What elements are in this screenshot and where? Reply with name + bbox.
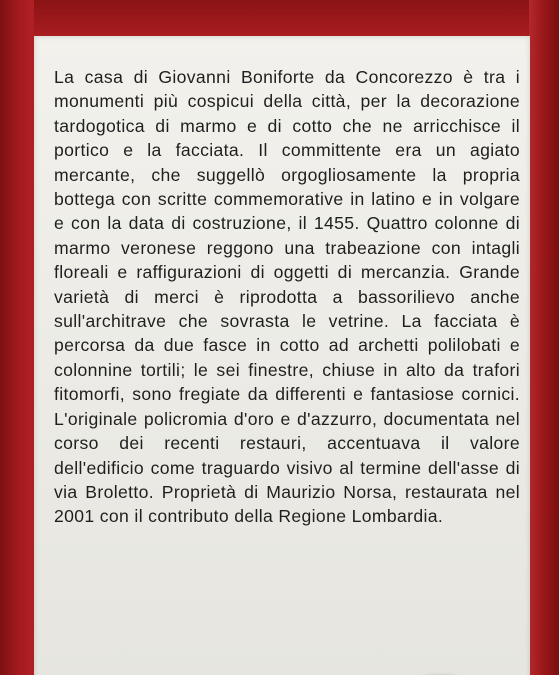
red-frame-left (0, 0, 34, 675)
red-frame-right (529, 0, 559, 675)
information-plaque (34, 36, 530, 675)
red-frame-top (0, 0, 559, 36)
plaque-text: La casa di Giovanni Boniforte da Concorezzo è tra i monumenti più cospicui della città, per la decorazione tardogotica di marmo e di cotto che ne arricchisce il portico e la facciata. Il committente era un agiato mercante, che suggellò orgogliosamente la propria bottega con scritte commemorative in latino e in volgare e con la data di costruzione, il 1455. Quattro colonne di marmo veronese reggono una trabeazione con intagli floreali e raffigurazioni di oggetti di mercanzia. Grande varietà di merci è riprodotta a bassorilievo anche sull'architrave che sovrasta le vetrine. La facciata è percorsa da due fasce in cotto ad archetti polilobati e colonnine tortili; le sei finestre, chiuse in alto da trafori fitomorfi, sono fregiate da differenti e fantasiose cornici. L'originale policromia d'oro e d'azzurro, documentata nel corso dei recenti restauri, accentuava il valore dell'edificio come traguardo visivo al termine dell'asse di via Broletto. Proprietà di Maurizio Norsa, restaurata nel 2001 con il contributo della Regione Lombardia. (54, 67, 520, 527)
